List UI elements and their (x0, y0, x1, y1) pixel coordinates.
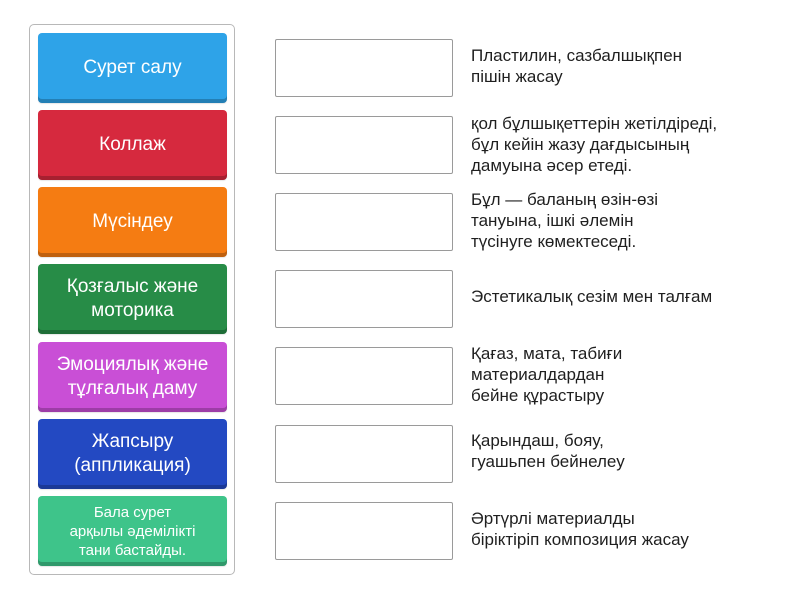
drop-slot-2[interactable] (275, 193, 453, 251)
target-description-2: Бұл — баланың өзін-өзі тануына, ішкі әлемін түсінуге көмектеседі. (471, 190, 659, 251)
draggable-tile-2[interactable]: Мүсіндеу (38, 187, 227, 257)
target-description-5: Қарындаш, бояу, гуашьпен бейнелеу (471, 431, 625, 471)
drop-slot-4[interactable] (275, 347, 453, 405)
drop-slot-1[interactable] (275, 116, 453, 174)
drop-slot-0[interactable] (275, 39, 453, 97)
target-description-4: Қағаз, мата, табиғи материалдардан бейне құрастыру (471, 344, 623, 405)
target-description-1: қол бұлшықеттерін жетілдіреді, бұл кейін жазу дағдысының дамуына әсер етеді. (471, 114, 718, 175)
drop-slot-3[interactable] (275, 270, 453, 328)
draggable-tile-5[interactable]: Жапсыру (аппликация) (38, 419, 227, 489)
draggable-tile-6[interactable]: Бала сурет арқылы әдемілікті тани бастайды. (38, 496, 227, 566)
target-description-0: Пластилин, сазбалшықпен пішін жасау (471, 46, 683, 86)
draggable-tile-0[interactable]: Сурет салу (38, 33, 227, 103)
drop-slot-5[interactable] (275, 425, 453, 483)
drop-slot-6[interactable] (275, 502, 453, 560)
draggable-tile-3[interactable]: Қозғалыс және моторика (38, 264, 227, 334)
draggable-tile-1[interactable]: Коллаж (38, 110, 227, 180)
target-description-3: Эстетикалық сезім мен талғам (471, 287, 713, 306)
draggable-tile-4[interactable]: Эмоциялық және тұлғалық даму (38, 342, 227, 412)
target-description-6: Әртүрлі материалды біріктіріп композиция жасау (471, 509, 689, 549)
